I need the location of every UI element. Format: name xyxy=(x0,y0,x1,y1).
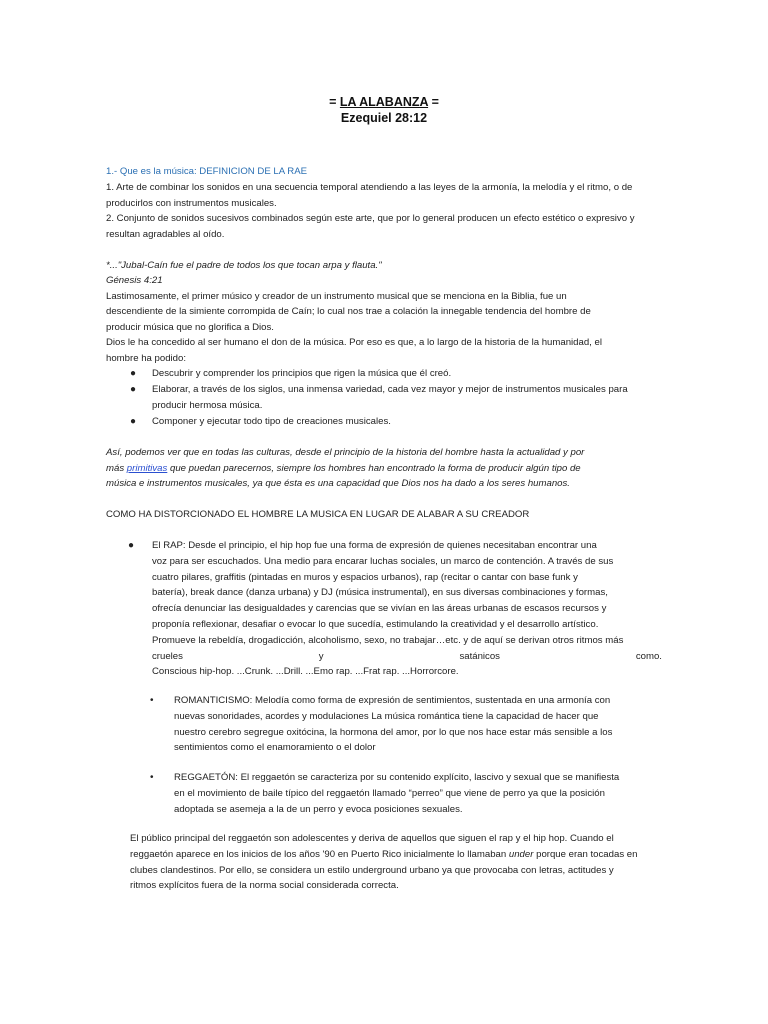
final-line xyxy=(130,847,662,863)
romanticismo-line: nuestro cerebro segregue oxitócina, la hormona del amor, por lo que nos hace estar más sensible a los xyxy=(174,726,613,738)
list-item-text: producir hermosa música. xyxy=(152,400,263,411)
list-item-text: Elaborar, a través de los siglos, una inmensa variedad, cada vez mayor y mejor de instrumentos musicales para xyxy=(152,384,628,395)
definition-heading: 1.- Que es la música: DEFINICION DE LA RAE xyxy=(106,166,307,177)
romanticismo-text xyxy=(174,693,662,756)
italic-text: que puedan parecernos, siempre los hombres han encontrado la forma de producir algún tipo de xyxy=(167,463,581,474)
rap-word: satánicos xyxy=(459,650,500,662)
reggaeton-line: en el movimiento de baile típico del reggaetón llamado “perreo” que viene de perro ya que la posición xyxy=(174,787,605,799)
paragraph-line: hombre ha podido: xyxy=(106,353,187,364)
quote-reference: Génesis 4:21 xyxy=(106,275,163,286)
rap-line: El RAP: Desde el principio, el hip hop fue una forma de expresión de quienes necesitaban encontrar una xyxy=(152,540,597,551)
paragraph-line: Dios le ha concedido al ser humano el don de la música. Por eso es que, a lo largo de la historia de la humanidad, el xyxy=(106,337,602,348)
reggaeton-line: adoptada se asemeja a la de un perro y evoca posiciones sexuales. xyxy=(174,803,463,815)
document-title xyxy=(0,94,768,110)
rap-line: voz para ser escuchados. Una medio para encarar luchas sociales, un marco de contención. A través de sus xyxy=(152,555,614,567)
bullet-icon: ● xyxy=(130,368,137,379)
bullet-icon: • xyxy=(150,772,154,783)
rap-text xyxy=(152,538,662,680)
bullet-icon: ● xyxy=(130,416,137,427)
bullet-icon: • xyxy=(150,695,154,706)
rap-line: cuatro pilares, graffitis (pintadas en muros y espacios urbanos), rap (recitar o cantar con base funk y xyxy=(152,571,578,583)
rap-line xyxy=(152,649,662,665)
final-paragraph xyxy=(130,831,662,894)
italic-paragraph-line: música e instrumentos musicales, ya que ésta es una capacidad que Dios nos ha dado a los seres humanos. xyxy=(106,478,570,489)
final-text: porque eran tocadas en xyxy=(533,848,638,860)
rap-word: como. xyxy=(635,650,662,662)
final-line: ritmos explícitos fuera de la norma social considerada correcta. xyxy=(130,880,399,892)
definition-line: producirlos con instrumentos musicales. xyxy=(106,198,277,209)
italic-paragraph-line xyxy=(106,461,662,477)
reggaeton-text xyxy=(174,770,662,817)
bullet-icon: ● xyxy=(128,540,135,551)
romanticismo-line: sentimientos como el enamoramiento o el dolor xyxy=(174,742,376,754)
rap-line: ofrecía denunciar las desigualdades y carencias que se vivían en las áreas urbanas de escasos recursos y xyxy=(152,603,607,615)
title-suffix: = xyxy=(428,95,439,109)
primitivas-link[interactable]: primitivas xyxy=(126,463,168,474)
rap-line: Promueve la rebeldía, drogadicción, alcoholismo, sexo, no trabajar…etc. y de aquí se derivan otros ritmos más xyxy=(152,634,624,646)
reggaeton-line: REGGAETÓN: El reggaetón se caracteriza por su contenido explícito, lascivo y sexual que se manifiesta xyxy=(174,772,620,783)
definition-line: resultan agradables al oído. xyxy=(106,229,225,240)
section-heading: COMO HA DISTORCIONADO EL HOMBRE LA MUSICA EN LUGAR DE ALABAR A SU CREADOR xyxy=(106,509,530,520)
rap-line: proponía reflexionar, desafiar o evocar lo que sucedía, estimulando la creatividad y el desarrollo artístico. xyxy=(152,618,599,630)
rap-word: y xyxy=(318,650,324,662)
final-line: clubes clandestinos. Por ello, se considera un estilo underground urbano ya que provocaba con letras, actitudes y xyxy=(130,864,614,876)
paragraph-line: descendiente de la simiente corrompida de Caín; lo cual nos trae a colación la innegable tendencia del hombre de xyxy=(106,306,591,317)
title-text: LA ALABANZA xyxy=(339,95,429,109)
italic-paragraph-line: Así, podemos ver que en todas las culturas, desde el principio de la historia del hombre hasta la actualidad y por xyxy=(106,447,585,458)
scripture-reference: Ezequiel 28:12 xyxy=(340,111,428,125)
list-item-text: Componer y ejecutar todo tipo de creaciones musicales. xyxy=(152,416,391,427)
rap-line: batería), break dance (danza urbana) y DJ (música instrumental), en sus diversas combinaciones y formas, xyxy=(152,587,608,599)
final-line: El público principal del reggaetón son adolescentes y deriva de aquellos que siguen el rap y el hip hop. Cuando el xyxy=(130,833,614,844)
rap-word: crueles xyxy=(152,650,183,662)
paragraph-line: producir música que no glorifica a Dios. xyxy=(106,322,274,333)
quote-text: *..."Jubal-Caín fue el padre de todos los que tocan arpa y flauta." xyxy=(106,260,382,271)
italic-text: más xyxy=(106,463,127,474)
list-item-text: Descubrir y comprender los principios que rigen la música que él creó. xyxy=(152,368,452,379)
final-text: reggaetón aparece en los inicios de los años '90 en Puerto Rico inicialmente lo llamaban xyxy=(130,848,509,860)
bullet-icon: ● xyxy=(130,384,137,395)
title-prefix: = xyxy=(329,95,340,109)
rap-line: Conscious hip-hop. ...Crunk. ...Drill. ...Emo rap. ...Frat rap. ...Horrorcore. xyxy=(152,666,459,678)
romanticismo-line: ROMANTICISMO: Melodía como forma de expresión de sentimientos, sustentada en una armonía con xyxy=(174,695,611,706)
paragraph-line: Lastimosamente, el primer músico y creador de un instrumento musical que se menciona en la Biblia, fue un xyxy=(106,291,567,302)
romanticismo-line: nuevas sonoridades, acordes y modulaciones La música romántica tiene la capacidad de hacer que xyxy=(174,710,599,722)
definition-line: 1. Arte de combinar los sonidos en una secuencia temporal atendiendo a las leyes de la armonía, la melodía y el ritmo, o de xyxy=(106,182,633,193)
definition-line: 2. Conjunto de sonidos sucesivos combinados según este arte, que por lo general producen un efecto estético o expresivo y xyxy=(106,213,635,224)
under-italic: under xyxy=(508,848,534,860)
